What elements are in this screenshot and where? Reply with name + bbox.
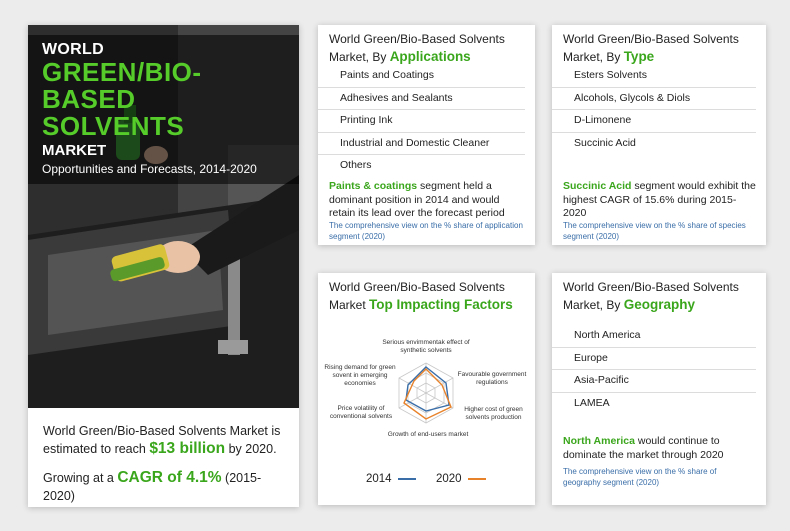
list-item: Succinic Acid: [574, 136, 636, 149]
applications-card: [318, 25, 535, 245]
list-item: Europe: [552, 348, 756, 371]
type-note: Succinic Acid segment would exhibit the highest CAGR of 15.6% during 2015-2020: [563, 180, 756, 219]
hero-title-world: WORLD: [42, 41, 104, 58]
legend-swatch-2014: [398, 478, 416, 481]
hero-stats: [28, 408, 299, 507]
list-item: North America: [552, 325, 756, 348]
cagr-statement: Growing at a CAGR of 4.1% (2015-2020): [43, 469, 262, 503]
applications-fine-print: The comprehensive view on the % share of application segment (2020): [329, 221, 523, 241]
radar-axis-label: Growth of end-users market: [387, 431, 469, 438]
legend-2020: 2020: [436, 473, 486, 485]
list-item: Others: [340, 159, 372, 171]
geography-note: North America would continue to dominate the market through 2020: [563, 435, 724, 461]
geography-card: [552, 273, 766, 505]
market-size-statement: World Green/Bio-Based Solvents Market is estimated to reach $13 billion by 2020.: [43, 424, 281, 457]
geography-fine-print: The comprehensive view on the % share of geography segment (2020): [563, 467, 717, 487]
radar-axis-label: Favourable government regulations: [457, 371, 527, 386]
radar-axis-label: Rising demand for green sovent in emerging economies: [324, 364, 396, 387]
legend-2014: 2014: [366, 473, 416, 485]
cleaning-photo: [28, 25, 299, 408]
list-item: Adhesives and Sealants: [318, 88, 525, 111]
legend-swatch-2020: [468, 478, 486, 481]
radar-axis-label: Higher cost of green solvents production: [464, 406, 523, 421]
type-card: [552, 25, 766, 245]
type-title: World Green/Bio-Based Solvents Market, By Type: [563, 32, 739, 64]
list-item: Asia-Pacific: [552, 370, 756, 393]
applications-list: [318, 65, 525, 178]
applications-note: Paints & coatings segment held a dominant position in 2014 and would retain its lead over the forecast period: [329, 180, 505, 219]
factors-title: World Green/Bio-Based Solvents Market Top Impacting Factors: [329, 280, 513, 312]
radar-axis-label: Serious envimmentak effect of synthetic solvents: [382, 339, 470, 354]
list-item: Paints and Coatings: [318, 65, 525, 88]
hero-subtitle: Opportunities and Forecasts, 2014-2020: [42, 162, 257, 176]
list-item: D-Limonene: [552, 110, 756, 133]
hero-card: [28, 25, 299, 507]
hero-title-box: [28, 35, 299, 184]
hero-title-main: GREEN/BIO-BASED SOLVENTS: [42, 57, 202, 141]
list-item: Esters Solvents: [552, 65, 756, 88]
list-item: Printing Ink: [318, 110, 525, 133]
cagr-value: CAGR of 4.1%: [117, 469, 222, 486]
hero-title-market: MARKET: [42, 142, 107, 159]
geography-list: [552, 325, 756, 415]
geography-title: World Green/Bio-Based Solvents Market, By Geography: [563, 280, 739, 312]
factors-card: [318, 273, 535, 505]
radar-axis-label: Price volatility of conventional solvents: [329, 405, 393, 420]
applications-title: World Green/Bio-Based Solvents Market, By Applications: [329, 32, 505, 64]
list-item: Alcohols, Glycols & Diols: [552, 88, 756, 111]
list-item: LAMEA: [574, 396, 610, 409]
type-list: [552, 65, 756, 155]
list-item: Industrial and Domestic Cleaner: [318, 133, 525, 156]
type-fine-print: The comprehensive view on the % share of species segment (2020): [563, 221, 746, 241]
radar-chart: [318, 273, 535, 505]
market-size-value: $13 billion: [149, 440, 226, 457]
